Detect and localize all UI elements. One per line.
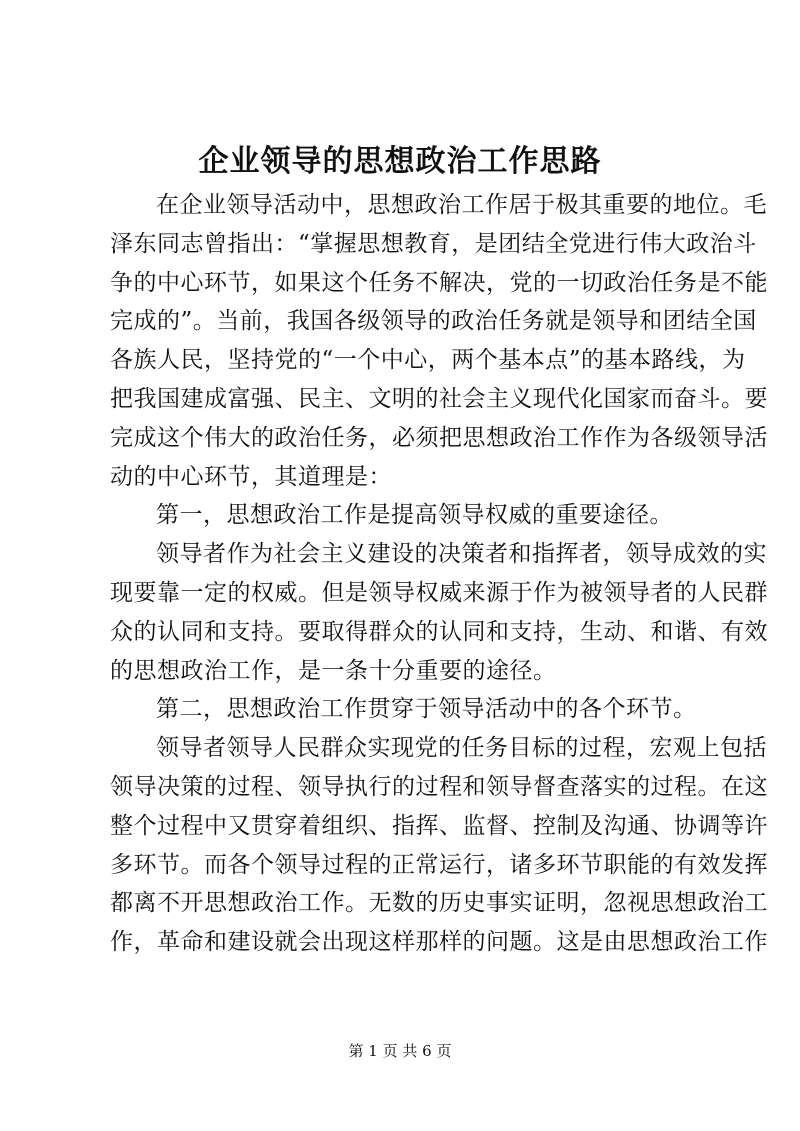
section-heading: 第二，思想政治工作贯穿于领导活动中的各个环节。 bbox=[156, 696, 697, 723]
paragraph-line: 众的认同和支持。要取得群众的认同和支持，生动、和谐、有效 bbox=[110, 618, 768, 645]
paragraph-line: 完成的”。当前，我国各级领导的政治任务就是领导和团结全国 bbox=[110, 308, 757, 335]
paragraph-line: 领导者作为社会主义建设的决策者和指挥者，领导成效的实 bbox=[156, 541, 767, 568]
paragraph-line: 完成这个伟大的政治任务，必须把思想政治工作作为各级领导活 bbox=[110, 424, 768, 451]
document-title: 企业领导的思想政治工作思路 bbox=[198, 144, 602, 179]
paragraph-line: 在企业领导活动中，思想政治工作居于极其重要的地位。毛 bbox=[156, 192, 767, 218]
paragraph-line: 争的中心环节，如果这个任务不解决，党的一切政治任务是不能 bbox=[110, 269, 768, 296]
paragraph-line: 领导决策的过程、领导执行的过程和领导督查落实的过程。在这 bbox=[110, 773, 768, 800]
document-body bbox=[110, 186, 768, 962]
paragraph-line: 都离不开思想政治工作。无数的历史事实证明，忽视思想政治工 bbox=[110, 890, 768, 917]
paragraph-line: 各族人民，坚持党的“一个中心，两个基本点”的基本路线，为 bbox=[110, 347, 746, 374]
paragraph-line: 泽东同志曾指出：“掌握思想教育，是团结全党进行伟大政治斗 bbox=[110, 230, 757, 257]
paragraph-line: 的思想政治工作，是一条十分重要的途径。 bbox=[110, 657, 557, 684]
paragraph-line: 现要靠一定的权威。但是领导权威来源于作为被领导者的人民群 bbox=[110, 579, 768, 606]
paragraph-line: 把我国建成富强、民主、文明的社会主义现代化国家而奋斗。要 bbox=[110, 385, 768, 412]
page-footer: 第 1 页 共 6 页 bbox=[348, 1042, 452, 1060]
paragraph-line: 作，革命和建设就会出现这样那样的问题。这是由思想政治工作 bbox=[110, 929, 768, 956]
section-heading: 第一，思想政治工作是提高领导权威的重要途径。 bbox=[156, 502, 673, 529]
paragraph-line: 整个过程中又贯穿着组织、指挥、监督、控制及沟通、协调等许 bbox=[110, 812, 768, 839]
paragraph-line: 多环节。而各个领导过程的正常运行，诸多环节职能的有效发挥 bbox=[110, 851, 768, 878]
paragraph-line: 领导者领导人民群众实现党的任务目标的过程，宏观上包括 bbox=[156, 735, 767, 762]
paragraph-line: 动的中心环节，其道理是： bbox=[110, 463, 392, 490]
